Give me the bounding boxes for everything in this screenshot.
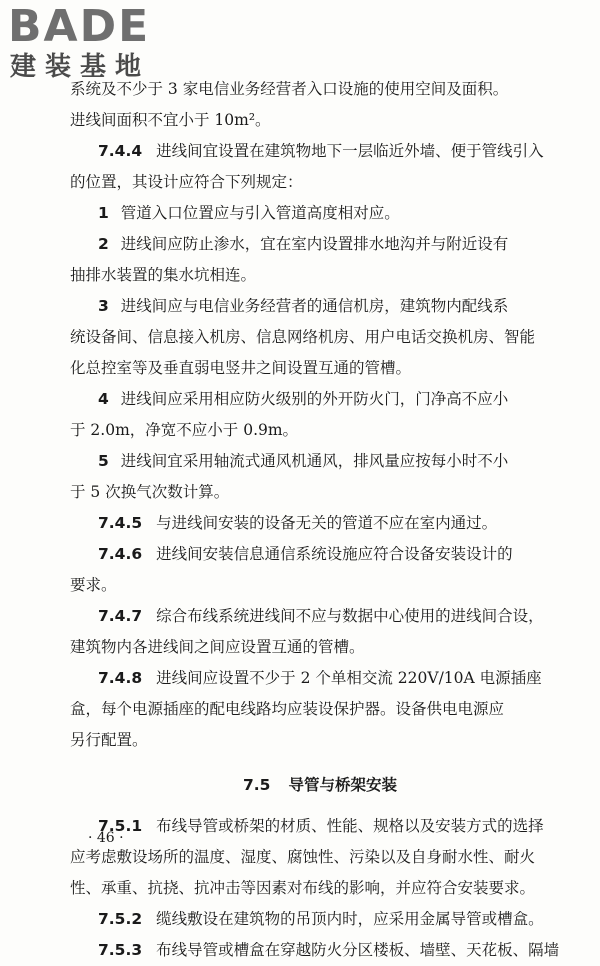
text-line <box>70 260 570 291</box>
text-line <box>70 904 570 935</box>
text-line <box>70 446 570 477</box>
text-line <box>70 291 570 322</box>
section-7-5-text <box>70 811 570 966</box>
line-text: 与进线间安装的设备无关的管道不应在室内通过。 <box>156 514 498 532</box>
logo-text-cn: 建装基地 <box>10 52 151 82</box>
clause-number: 7.5.1 <box>98 817 143 835</box>
line-text: 盒，每个电源插座的配电线路均应装设保护器。设备供电电源应 <box>70 700 505 718</box>
line-text: 系统及不少于 3 家电信业务经营者入口设施的使用空间及面积。 <box>70 80 509 98</box>
clause-number: 7.5.3 <box>98 941 143 959</box>
text-line <box>70 632 570 663</box>
line-text: 建筑物内各进线间之间应设置互通的管槽。 <box>70 638 365 656</box>
text-line <box>70 198 570 229</box>
text-line <box>70 105 570 136</box>
text-line <box>70 477 570 508</box>
item-number: 5 <box>98 452 109 470</box>
text-line <box>70 322 570 353</box>
item-number: 2 <box>98 235 109 253</box>
text-line <box>70 601 570 632</box>
section-number: 7.5 <box>243 776 271 794</box>
text-line <box>70 663 570 694</box>
text-line <box>70 570 570 601</box>
text-line <box>70 694 570 725</box>
line-text: 于 2.0m，净宽不应小于 0.9m。 <box>70 421 299 439</box>
logo-text-en: BADE <box>8 1 151 52</box>
section-7-4-text <box>70 74 570 756</box>
item-number: 3 <box>98 297 109 315</box>
line-text: 布线导管或槽盒在穿越防火分区楼板、墙壁、天花板、隔墙 <box>156 941 560 959</box>
line-text: 性、承重、抗挠、抗冲击等因素对布线的影响，并应符合安装要求。 <box>70 879 536 897</box>
line-text: 的位置，其设计应符合下列规定： <box>70 173 303 191</box>
clause-number: 7.4.6 <box>98 545 143 563</box>
text-line <box>70 725 570 756</box>
text-line <box>70 384 570 415</box>
text-line <box>70 353 570 384</box>
line-text: 统设备间、信息接入机房、信息网络机房、用户电话交换机房、智能 <box>70 328 536 346</box>
line-text: 进线间应采用相应防火级别的外开防火门，门净高不应小 <box>120 390 509 408</box>
line-text: 要求。 <box>70 576 117 594</box>
site-logo <box>8 2 178 84</box>
clause-number: 7.4.8 <box>98 669 143 687</box>
line-text: 于 5 次换气次数计算。 <box>70 483 230 501</box>
line-text: 抽排水装置的集水坑相连。 <box>70 266 257 284</box>
line-text: 进线间应设置不少于 2 个单相交流 220V/10A 电源插座 <box>156 669 542 687</box>
line-text: 进线间应防止渗水，宜在室内设置排水地沟并与附近设有 <box>120 235 509 253</box>
line-text: 布线导管或桥架的材质、性能、规格以及安装方式的选择 <box>156 817 544 835</box>
text-line <box>70 539 570 570</box>
line-text: 进线间安装信息通信系统设施应符合设备安装设计的 <box>156 545 513 563</box>
text-line <box>70 167 570 198</box>
text-line <box>70 136 570 167</box>
line-text: 进线间应与电信业务经营者的通信机房，建筑物内配线系 <box>120 297 509 315</box>
text-line <box>70 508 570 539</box>
text-line <box>70 229 570 260</box>
line-text: 另行配置。 <box>70 731 148 749</box>
item-number: 1 <box>98 204 109 222</box>
text-line <box>70 873 570 904</box>
line-text: 化总控室等及垂直弱电竖井之间设置互通的管槽。 <box>70 359 412 377</box>
clause-number: 7.4.7 <box>98 607 143 625</box>
line-text: 应考虑敷设场所的温度、湿度、腐蚀性、污染以及自身耐水性、耐火 <box>70 848 536 866</box>
item-number: 4 <box>98 390 109 408</box>
line-text: 进线间宜设置在建筑物地下一层临近外墙、便于管线引入 <box>156 142 544 160</box>
section-title: 导管与桥架安装 <box>288 776 397 794</box>
line-text: 缆线敷设在建筑物的吊顶内时，应采用金属导管或槽盒。 <box>156 910 544 928</box>
clause-number: 7.4.4 <box>98 142 143 160</box>
section-heading <box>70 770 570 801</box>
text-line <box>70 811 570 842</box>
text-line <box>70 935 570 966</box>
line-text: 管道入口位置应与引入管道高度相对应。 <box>120 204 400 222</box>
line-text: 进线间宜采用轴流式通风机通风，排风量应按每小时不小 <box>120 452 509 470</box>
clause-number: 7.4.5 <box>98 514 143 532</box>
page-body <box>70 74 570 966</box>
text-line <box>70 415 570 446</box>
line-text: 综合布线系统进线间不应与数据中心使用的进线间合设， <box>156 607 544 625</box>
page-number: · 46 · <box>88 830 124 846</box>
text-line <box>70 74 570 105</box>
line-text: 进线间面积不宜小于 10m²。 <box>70 111 271 129</box>
clause-number: 7.5.2 <box>98 910 143 928</box>
text-line <box>70 842 570 873</box>
